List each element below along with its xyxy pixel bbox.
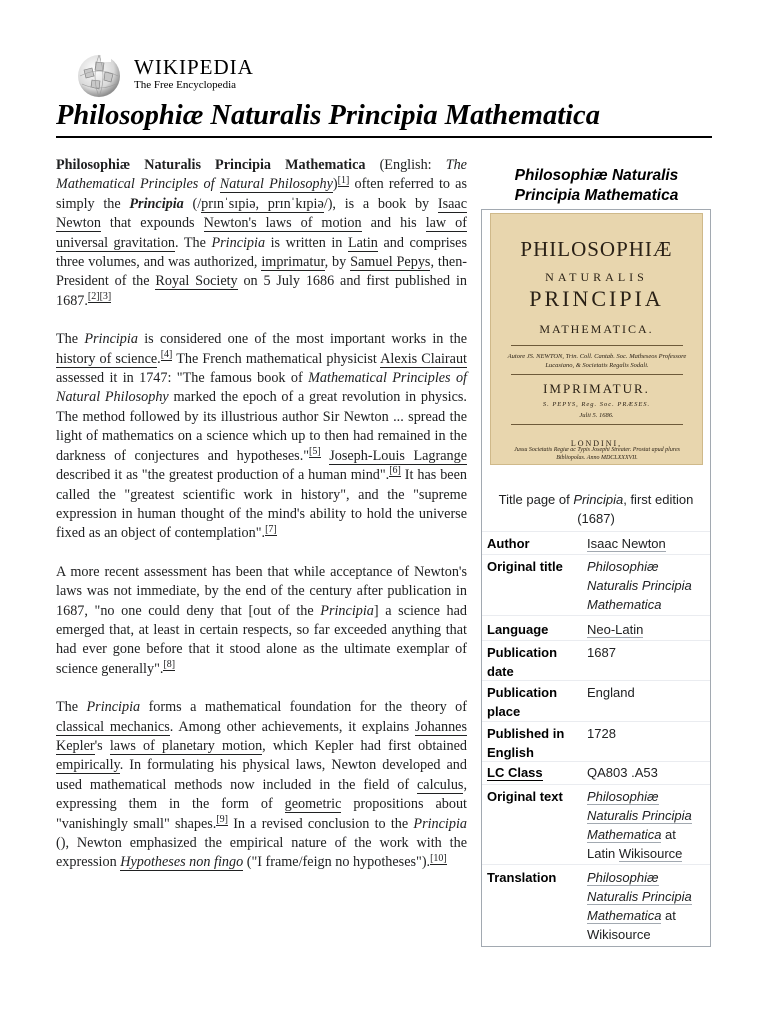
article-body: [56, 156, 467, 892]
text: The French mathematical physicist: [172, 350, 381, 367]
text: ("I frame/feign no hypotheses").: [243, 854, 431, 871]
text: 's: [94, 737, 110, 754]
row-value: Philosophiæ Naturalis Principia Mathematica: [587, 559, 692, 612]
link-lagrange[interactable]: Joseph-Louis Lagrange: [329, 447, 468, 464]
citation-ref[interactable]: [8]: [163, 659, 176, 671]
text: . The: [175, 234, 212, 251]
title-page-line: MATHEMATICA.: [539, 322, 654, 336]
title-page-line: PHILOSOPHIÆ: [520, 237, 673, 261]
title-page-line: NATURALIS: [545, 270, 648, 284]
citation-ref[interactable]: [1]: [337, 174, 350, 186]
site-wordmark[interactable]: WIKIPEDIA: [134, 55, 254, 79]
infobox-row-publication-date: [482, 640, 710, 679]
row-value: England: [587, 685, 635, 700]
title-page-line: LONDINI,: [570, 439, 623, 448]
link-history-of-science[interactable]: history of science: [56, 350, 158, 367]
text: The Mathematical Principles of: [56, 157, 467, 193]
infobox-row-original-title: [482, 554, 710, 612]
text: Mathematical Principles of Natural Philosophy: [56, 370, 467, 406]
title-page-image[interactable]: [490, 213, 703, 465]
infobox-row-lc-class: [482, 761, 710, 780]
row-label: Language: [487, 622, 549, 637]
link-neo-latin[interactable]: Neo-Latin: [587, 622, 644, 637]
link-isaac-newton[interactable]: Isaac Newton: [587, 536, 666, 551]
row-label: Translation: [487, 870, 557, 885]
title-page-line: Jussu Societatis Regiæ ac Typis Josephi Streater. Prostat apud plures Bibliopolas. Anno MDCLXXXVII.: [514, 447, 680, 461]
text: , expressing them in the form of: [56, 776, 467, 813]
title-page-line: IMPRIMATUR.: [543, 381, 650, 396]
link-isaac-newton[interactable]: Isaac Newton: [56, 195, 468, 232]
title-page-rule: [511, 374, 683, 375]
text: forms a mathematical foundation for the theory of: [140, 699, 467, 716]
text: . Among other achievements, it explains: [169, 718, 415, 735]
text: at Latin: [587, 827, 676, 861]
bold-term: Philosophiæ Naturalis Principia Mathematica: [56, 157, 366, 173]
text: at Wikisource: [587, 908, 676, 942]
text: /), is a book by: [323, 195, 438, 212]
title-page-rule: [511, 424, 683, 425]
text: is written in: [265, 234, 348, 251]
text: Principia: [413, 815, 467, 832]
infobox-row-author: [482, 531, 710, 551]
text: (English:: [365, 157, 446, 173]
row-label: Publication date: [487, 645, 558, 679]
text: .: [157, 350, 161, 367]
title-page-line: Autore JS. NEWTON, Trin. Coll. Cantab. Soc. Matheseos Professore Lucasiano, & Societatis Regalis Sodali.: [507, 353, 687, 369]
text: Principia: [320, 602, 374, 619]
link-natural-philosophy[interactable]: Natural Philosophy: [219, 176, 333, 193]
paragraph-assessment: [56, 563, 467, 679]
page-title: Philosophiæ Naturalis Principia Mathematica: [56, 96, 712, 138]
infobox: [481, 209, 711, 947]
text: Principia: [86, 699, 141, 716]
text: Title page of: [498, 492, 574, 507]
link-pronunciation[interactable]: prɪnˈsɪpiə, prɪnˈkɪpiə: [201, 195, 324, 212]
text: on 5 July 1686 and first published in 1687.: [56, 273, 467, 309]
text: , first edition (1687): [577, 492, 694, 526]
text: , which Kepler had first obtained: [262, 737, 468, 754]
citation-ref[interactable]: [3]: [99, 291, 112, 303]
title-page-line: S. PEPYS, Reg. Soc. PRÆSES.: [542, 401, 651, 408]
infobox-row-original-text: [482, 784, 710, 861]
title-page-line: PRINCIPIA: [529, 286, 664, 311]
text: Principia: [84, 331, 138, 348]
text: Principia: [211, 234, 266, 251]
text: often referred to as simply the: [56, 176, 467, 212]
link-calculus[interactable]: calculus: [416, 776, 464, 793]
text: and comprises three volumes, and was authorized,: [56, 234, 467, 271]
row-value: QA803 .A53: [587, 765, 658, 780]
bold-term: Principia: [129, 195, 184, 212]
text: . In formulating his physical laws, Newton developed and used mathematical methods now included in the field of: [56, 757, 467, 793]
text: and his: [361, 215, 426, 232]
text: Principia: [573, 492, 624, 507]
link-translation[interactable]: Philosophiæ Naturalis Principia Mathematica: [587, 870, 692, 923]
row-label: Original title: [487, 559, 563, 574]
link-wikisource-latin-text[interactable]: Philosophiæ Naturalis Principia Mathematica: [587, 789, 692, 842]
link-universal-gravitation[interactable]: law of universal gravitation: [56, 215, 467, 251]
row-label: Publication place: [487, 685, 558, 719]
paragraph-foundation: [56, 698, 467, 873]
text: is considered one of the most important works in the: [137, 331, 468, 348]
title-page-line: Julii 5. 1686.: [579, 412, 614, 419]
link-lc-class[interactable]: LC Class: [487, 765, 543, 780]
citation-ref[interactable]: [2]: [87, 291, 100, 303]
infobox-row-publication-place: [482, 680, 710, 719]
link-imprimatur[interactable]: imprimatur: [261, 254, 325, 271]
text: In a revised conclusion to the: [228, 815, 414, 832]
row-label: Published in English: [487, 726, 565, 760]
link-alexis-clairaut[interactable]: Alexis Clairaut: [380, 350, 467, 367]
text: It has been called the "greatest scientific work in history", and the "supreme expression in human thought of the mind's ability to hold the universe fixed as an object of contemplation".: [56, 467, 467, 542]
row-value: 1687: [587, 645, 616, 660]
text: (), Newton emphasized the empirical nature of the work with the expression: [56, 835, 467, 871]
infobox-row-translation: [482, 864, 710, 942]
citation-ref[interactable]: [4]: [160, 348, 173, 360]
paragraph-intro: [56, 156, 467, 311]
link-newtons-laws[interactable]: Newton's laws of motion: [203, 215, 362, 232]
text: [321, 448, 330, 464]
paragraph-reception: [56, 330, 467, 543]
wikipedia-globe-icon[interactable]: [74, 52, 124, 98]
text: propositions about "vanishingly small" shapes.: [56, 796, 467, 832]
row-label: Original text: [487, 789, 563, 804]
text: , by: [324, 254, 351, 271]
text: described it as "the greatest production of a human mind".: [56, 467, 390, 484]
row-label: Author: [487, 536, 530, 551]
text: A more recent assessment has been that while acceptance of Newton's laws was not immediate, by the end of the century after publication in 1687, "no one could deny that [out of the: [56, 563, 467, 619]
text: that expounds: [100, 215, 204, 232]
citation-ref[interactable]: [10]: [430, 852, 447, 864]
text: (/: [183, 195, 202, 212]
text: ] a science had emerged that, at least in certain respects, so far exceeded anything that had ever gone before that it stood alone as the ultimate exemplar of science generally".: [56, 602, 467, 677]
site-tagline: The Free Encyclopedia: [134, 79, 237, 91]
link-johannes-kepler[interactable]: Johannes Kepler: [56, 718, 467, 754]
text: The: [56, 331, 85, 348]
infobox-row-published-english: [482, 721, 710, 760]
text: marked the epoch of a great revolution in physics. The method followed by its illustrious author Sir Newton ... spread the light of mathematics on a science which up to then had remained in the darkness of conjectures and hypotheses.": [56, 389, 467, 464]
link-planetary-motion[interactable]: laws of planetary motion: [109, 737, 263, 754]
link-royal-society[interactable]: Royal Society: [155, 273, 238, 290]
link-geometric[interactable]: geometric: [284, 796, 342, 813]
text: , then-President of the: [56, 254, 468, 290]
text: The: [56, 699, 87, 716]
link-classical-mechanics[interactable]: classical mechanics: [56, 718, 170, 735]
title-page-rule: [511, 345, 683, 346]
text: ): [332, 176, 338, 193]
text: assessed it in 1747: "The famous book of: [56, 370, 309, 387]
citation-ref[interactable]: [9]: [216, 813, 228, 825]
link-hypotheses-non-fingo[interactable]: Hypotheses non fingo: [120, 854, 244, 871]
link-latin[interactable]: Latin: [347, 234, 378, 251]
link-latin-wikisource[interactable]: Wikisource: [618, 846, 683, 861]
infobox-row-language: [482, 615, 710, 637]
citation-ref[interactable]: [6]: [389, 465, 401, 477]
citation-ref[interactable]: [7]: [265, 523, 277, 535]
citation-ref[interactable]: [5]: [309, 445, 321, 457]
row-value: 1728: [587, 726, 616, 741]
link-samuel-pepys[interactable]: Samuel Pepys: [350, 254, 431, 271]
link-empirically[interactable]: empirically: [56, 757, 120, 774]
infobox-title: Philosophiæ Naturalis Principia Mathematica: [514, 167, 679, 204]
image-caption: [488, 490, 704, 528]
